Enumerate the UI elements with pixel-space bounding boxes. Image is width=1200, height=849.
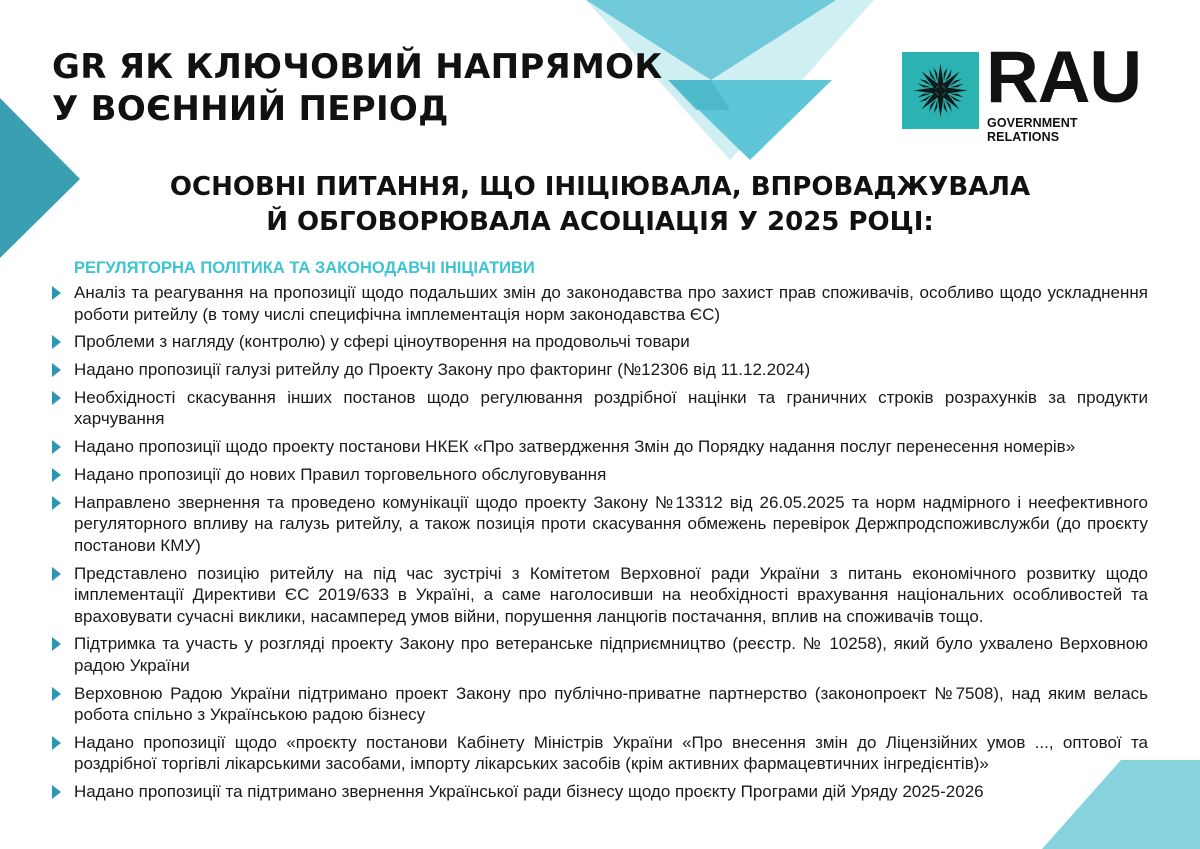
list-item-text: Надано пропозиції до нових Правил торговельного обслуговування	[74, 464, 607, 484]
star-ornament-icon	[902, 52, 979, 129]
page-title-line-2: У ВОЄННИЙ ПЕРІОД	[52, 89, 449, 129]
list-item	[52, 563, 1148, 628]
list-item	[52, 732, 1148, 775]
bullet-triangle-icon	[52, 567, 61, 581]
logo-tagline: GOVERNMENT RELATIONS	[987, 116, 1078, 144]
bullet-triangle-icon	[52, 687, 61, 701]
list-item-text: Надано пропозиції та підтримано звернення Української ради бізнесу щодо проєкту Програми дій Уряду 2025-2026	[74, 782, 984, 802]
bullet-triangle-icon	[52, 286, 61, 300]
list-item	[52, 359, 1148, 381]
page-title	[52, 46, 662, 130]
subtitle-line-2: Й ОБГОВОРЮВАЛА АСОЦІАЦІЯ У 2025 РОЦІ:	[266, 207, 934, 237]
list-item-text: Аналіз та реагування на пропозиції щодо подальших змін до законодавства про захист прав споживачів, особливо щодо ускладнення роботи ритейлу (в тому числі специфічна імплементація норм законодавства ЄС)	[74, 283, 1148, 324]
list-item	[52, 633, 1148, 676]
list-item	[52, 464, 1148, 486]
list-item	[52, 387, 1148, 430]
list-item-text: Необхідності скасування інших постанов щодо регулювання роздрібної націнки та граничних строків розрахунків за продукти харчування	[74, 387, 1148, 429]
list-item-text: Підтримка та участь у розгляді проекту Закону про ветеранське підприємництво (реєстр. № 10258), який було ухвалено Верховною радою України	[74, 634, 1148, 675]
list-item-text: Надано пропозиції галузі ритейлу до Проекту Закону про факторинг (№12306 від 11.12.2024)	[74, 360, 811, 380]
list-item-text: Представлено позицію ритейлу на під час зустрічі з Комітетом Верховної ради України з питань економічного розвитку щодо імплементації Директиви ЄС 2019/633 в Україні, а саме наголосивши на необхідності врахування національних особливостей та враховувати сучасні виклики, насамперед умов війни, порушення ланцюгів постачання, вплив на споживачів тощо.	[74, 563, 1148, 626]
list-item	[52, 282, 1148, 325]
bullet-triangle-icon	[52, 363, 61, 377]
list-item	[52, 436, 1148, 458]
list-item-text: Верховною Радою України підтримано проект Закону про публічно-приватне партнерство (законопроект №7508), над яким велась робота спільно з Українською радою бізнесу	[74, 683, 1148, 725]
bullet-triangle-icon	[52, 440, 61, 454]
bullet-triangle-icon	[52, 637, 61, 651]
bullet-triangle-icon	[52, 496, 61, 510]
list-item	[52, 331, 1148, 353]
rau-logo	[902, 37, 1152, 144]
page-title-line-1: GR ЯК КЛЮЧОВИЙ НАПРЯМОК	[52, 47, 663, 87]
list-item-text: Направлено звернення та проведено комунікації щодо проекту Закону №13312 від 26.05.2025 та норм надмірного і неефективного регуляторного впливу на галузь ритейлу, а також позиція проти скасування обмежень перевірок Держпродспоживслужби (до проєкту постанови КМУ)	[74, 492, 1148, 555]
list-item	[52, 492, 1148, 557]
list-item-text: Проблеми з нагляду (контролю) у сфері ціноутворення на продовольчі товари	[74, 332, 690, 352]
subtitle-line-1: ОСНОВНІ ПИТАННЯ, ЩО ІНІЦІЮВАЛА, ВПРОВАДЖУВАЛА	[169, 172, 1031, 202]
list-item-text: Надано пропозиції щодо «проєкту постанови Кабінету Міністрів України «Про внесення змін до Ліцензійних умов ..., оптової та роздрібної торгівлі лікарськими засобами, імпорту лікарських засобів (крім активних фармацевтичних інгредієнтів)»	[74, 732, 1148, 774]
list-item-text: Надано пропозиції щодо проекту постанови НКЕК «Про затвердження Змін до Порядку надання послуг перенесення номерів»	[74, 437, 1076, 457]
bullet-triangle-icon	[52, 335, 61, 349]
section-heading: РЕГУЛЯТОРНА ПОЛІТИКА ТА ЗАКОНОДАВЧІ ІНІЦІАТИВИ	[74, 259, 535, 277]
list-item	[52, 781, 1148, 803]
bullet-triangle-icon	[52, 736, 61, 750]
logo-wordmark: RAU	[986, 37, 1142, 118]
bullet-triangle-icon	[52, 468, 61, 482]
bullet-triangle-icon	[52, 785, 61, 799]
bullet-triangle-icon	[52, 391, 61, 405]
initiatives-list	[52, 282, 1148, 809]
section-subtitle	[0, 170, 1200, 240]
list-item	[52, 683, 1148, 726]
